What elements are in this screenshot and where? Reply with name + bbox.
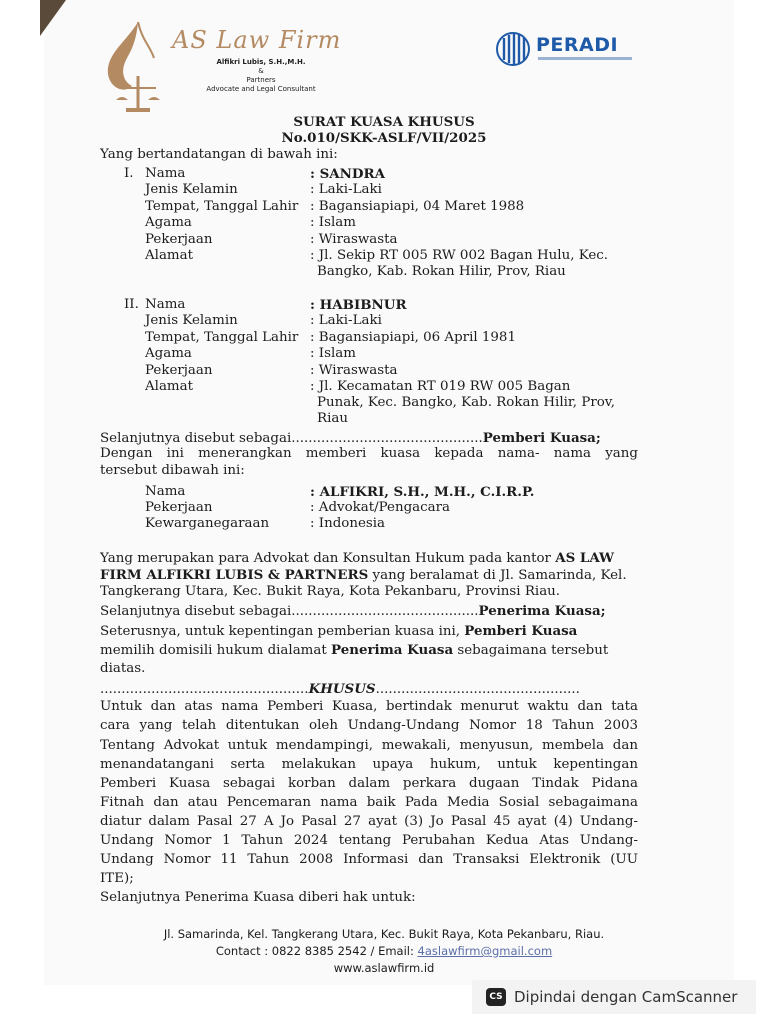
party2-address-label: Alamat bbox=[145, 379, 193, 394]
party1-birth-label: Tempat, Tanggal Lahir bbox=[145, 199, 299, 214]
camscanner-badge bbox=[472, 980, 756, 1014]
party1-job-label: Pekerjaan bbox=[145, 232, 213, 247]
domisili-line-1: Seterusnya, untuk kepentingan pemberian kuasa ini, Pemberi Kuasa bbox=[100, 623, 578, 639]
party1-address-value: : Jl. Sekip RT 005 RW 002 Bagan Hulu, Kec. bbox=[310, 248, 609, 263]
party2-address-cont-2: Riau bbox=[317, 411, 348, 426]
firm-para-line-3: Tangkerang Utara, Kec. Bukit Raya, Kota Pekanbaru, Provinsi Riau. bbox=[100, 584, 561, 599]
party2-gender-label: Jenis Kelamin bbox=[145, 313, 238, 328]
main-para-line-5: Pemberi Kuasa sebagai korban dalam perkara dugaan Tindak Pidana bbox=[100, 776, 638, 791]
peradi-logo-icon bbox=[494, 32, 532, 66]
footer-email-link[interactable]: 4aslawfirm@gmail.com bbox=[417, 944, 553, 958]
party1-address-cont: Bangko, Kab. Rokan Hilir, Prov, Riau bbox=[317, 264, 566, 279]
party1-religion-value: : Islam bbox=[310, 215, 356, 230]
domisili-line-2: memilih domisili hukum dialamat Penerima Kuasa sebagaimana tersebut bbox=[100, 642, 609, 658]
footer-contact: Contact : 0822 8385 2542 / Email: 4aslawfirm@gmail.com bbox=[215, 944, 553, 958]
party1-gender-value: : Laki-Laki bbox=[310, 182, 382, 197]
hak-line: Selanjutnya Penerima Kuasa diberi hak untuk: bbox=[100, 890, 416, 905]
footer-address: Jl. Samarinda, Kel. Tangkerang Utara, Kec. Bukit Raya, Kota Pekanbaru, Riau. bbox=[163, 927, 605, 941]
menerangkan-line-1: Dengan ini menerangkan memberi kuasa kepada nama- nama yang bbox=[100, 446, 638, 461]
firm-logo-text: AS Law Firm bbox=[172, 26, 342, 54]
main-para-line-7: diatur dalam Pasal 27 A Jo Pasal 27 ayat (3) Jo Pasal 45 ayat (4) Undang- bbox=[100, 814, 638, 829]
party2-religion-label: Agama bbox=[145, 346, 192, 361]
attorney-nationality-value: : Indonesia bbox=[310, 516, 386, 531]
attorney-name-label: Nama bbox=[145, 484, 186, 499]
domisili-line-3: diatas. bbox=[100, 661, 146, 676]
party1-religion-label: Agama bbox=[145, 215, 192, 230]
main-para-line-2: cara yang telah ditentukan oleh Undang-Undang Nomor 18 Tahun 2003 bbox=[100, 718, 638, 733]
firm-para-line-1: Yang merupakan para Advokat dan Konsultan Hukum pada kantor AS LAW bbox=[100, 550, 615, 566]
party2-religion-value: : Islam bbox=[310, 346, 356, 361]
attorney-name-value: : ALFIKRI, S.H., M.H., C.I.R.P. bbox=[310, 484, 535, 500]
khusus-heading: .................................................KHUSUS................................................ bbox=[100, 681, 580, 697]
party2-address-cont-1: Punak, Kec. Bangko, Kab. Rokan Hilir, Prov, bbox=[317, 395, 616, 410]
intro-text: Yang bertandatangan di bawah ini: bbox=[100, 147, 338, 162]
main-para-line-6: Fitnah dan atau Pencemaran nama baik Pada Media Sosial sebagaimana bbox=[100, 795, 638, 810]
party1-name-value: : SANDRA bbox=[310, 166, 386, 182]
main-para-line-4: menandatangani serta melakukan upaya hukum, untuk kepentingan bbox=[100, 757, 638, 772]
party1-birth-value: : Bagansiapiapi, 04 Maret 1988 bbox=[310, 199, 525, 214]
party2-address-value: : Jl. Kecamatan RT 019 RW 005 Bagan bbox=[310, 379, 571, 394]
main-para-line-3: Tentang Advokat untuk mendampingi, mewakali, menyusun, membela dan bbox=[100, 738, 638, 753]
peradi-logo-text: PERADI bbox=[536, 34, 619, 56]
party2-name-label: Nama bbox=[145, 297, 186, 312]
peradi-tagline bbox=[538, 57, 632, 60]
pemberi-kuasa-line: Selanjutnya disebut sebagai.............................................Pemberi Kuasa; bbox=[100, 430, 601, 446]
party2-birth-label: Tempat, Tanggal Lahir bbox=[145, 330, 299, 345]
party2-job-value: : Wiraswasta bbox=[310, 363, 398, 378]
party2-birth-value: : Bagansiapiapi, 06 April 1981 bbox=[310, 330, 516, 345]
firm-subtitle: Alfikri Lubis, S.H.,M.H. & Partners Advocate and Legal Consultant bbox=[206, 58, 316, 93]
main-para-line-9: Undang Nomor 11 Tahun 2008 Informasi dan Transaksi Elektronik (UU bbox=[100, 852, 638, 867]
camscanner-label: Dipindai dengan CamScanner bbox=[514, 988, 738, 1006]
party1-number: I. bbox=[124, 166, 134, 181]
party2-job-label: Pekerjaan bbox=[145, 363, 213, 378]
party2-gender-value: : Laki-Laki bbox=[310, 313, 382, 328]
firm-para-line-2: FIRM ALFIKRI LUBIS & PARTNERS yang beralamat di Jl. Samarinda, Kel. bbox=[100, 567, 627, 583]
attorney-job-value: : Advokat/Pengacara bbox=[310, 500, 451, 515]
scan-corner bbox=[40, 0, 66, 36]
menerangkan-line-2: tersebut dibawah ini: bbox=[100, 463, 245, 478]
party1-name-label: Nama bbox=[145, 166, 186, 181]
main-para-line-10: ITE); bbox=[100, 871, 134, 886]
penerima-kuasa-line: Selanjutnya disebut sebagai............................................Penerima Kuasa; bbox=[100, 603, 606, 619]
document-number: No.010/SKK-ASLF/VII/2025 bbox=[281, 130, 487, 146]
camscanner-icon: CS bbox=[486, 988, 506, 1006]
main-para-line-1: Untuk dan atas nama Pemberi Kuasa, bertindak menurut waktu dan tata bbox=[100, 699, 638, 714]
party1-job-value: : Wiraswasta bbox=[310, 232, 398, 247]
attorney-job-label: Pekerjaan bbox=[145, 500, 213, 515]
party2-name-value: : HABIBNUR bbox=[310, 297, 407, 313]
document-title: SURAT KUASA KHUSUS bbox=[293, 114, 475, 130]
party2-number: II. bbox=[124, 297, 139, 312]
law-firm-logo-icon bbox=[98, 16, 178, 116]
main-para-line-8: Undang Nomor 1 Tahun 2024 tentang Perubahan Kedua Atas Undang- bbox=[100, 833, 638, 848]
attorney-nationality-label: Kewarganegaraan bbox=[145, 516, 270, 531]
party1-address-label: Alamat bbox=[145, 248, 193, 263]
footer-website: www.aslawfirm.id bbox=[333, 961, 435, 973]
party1-gender-label: Jenis Kelamin bbox=[145, 182, 238, 197]
